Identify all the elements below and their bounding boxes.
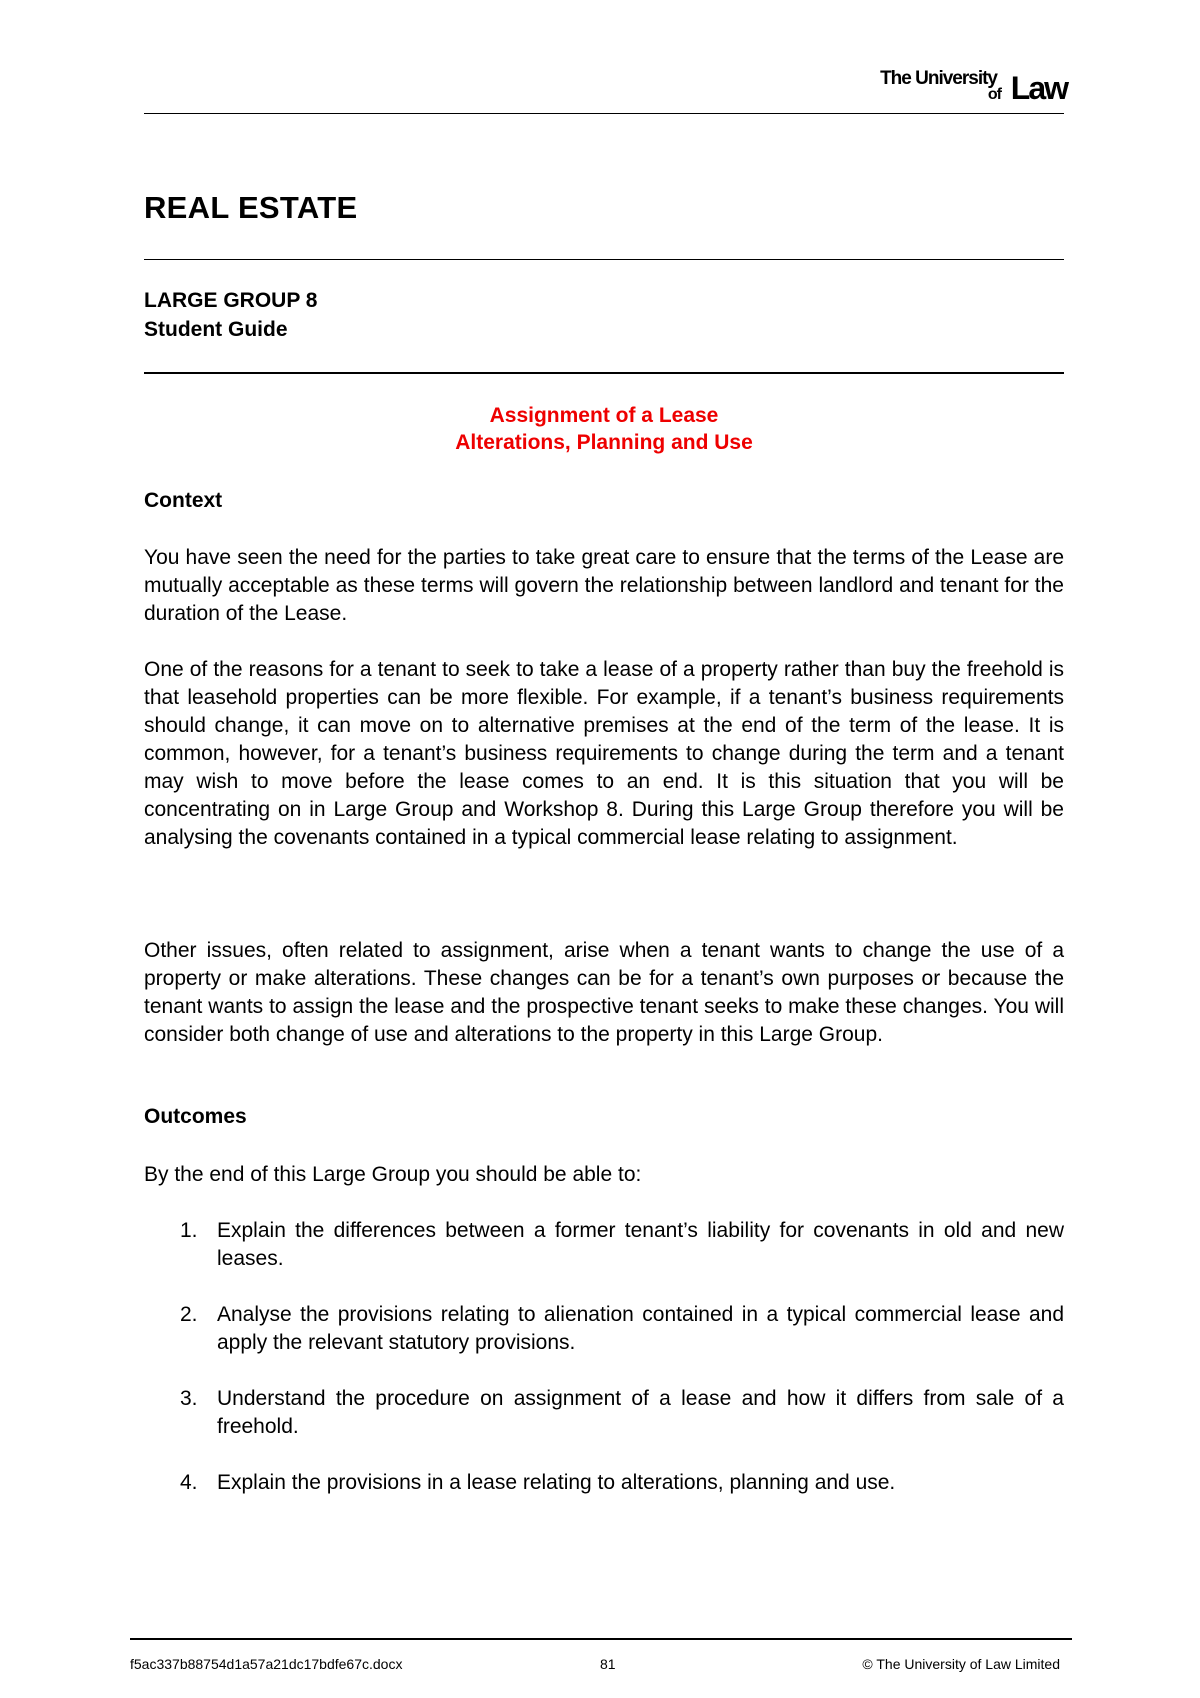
context-paragraph: Other issues, often related to assignment, arise when a tenant wants to change the use of a property or make alterations. These changes can be for a tenant’s own purposes or because the tenant wants to assign the lease and the prospective tenant seeks to make these changes. You will consider both change of use and alterations to the property in this Large Group. [144, 939, 1064, 1046]
title-divider [144, 259, 1064, 260]
list-item-text: Analyse the provisions relating to alienation contained in a typical commercial lease and apply the relevant statutory provisions. [217, 1303, 1064, 1354]
subtitle-divider [144, 372, 1064, 374]
list-item-number: 3. [180, 1387, 198, 1410]
list-item-number: 2. [180, 1303, 198, 1326]
footer-page-number: 81 [600, 1656, 616, 1672]
list-item [144, 1301, 1064, 1357]
footer-filename: f5ac337b88754d1a57a21dc17bdfe67c.docx [130, 1656, 403, 1672]
context-paragraph: One of the reasons for a tenant to seek to take a lease of a property rather than buy the freehold is that leasehold properties can be more flexible. For example, if a tenant’s business requirements should change, it can move on to alternative premises at the end of the term of the lease. It is common, however, for a tenant’s business requirements to change during the term and a tenant may wish to move before the lease comes to an end. It is this situation that you will be concentrating on in Large Group and Workshop 8. During this Large Group therefore you will be analysing the covenants contained in a typical commercial lease relating to assignment. [144, 658, 1064, 849]
list-item-text: Understand the procedure on assignment of a lease and how it differs from sale of a freehold. [217, 1387, 1064, 1438]
large-group-label: LARGE GROUP 8 [144, 289, 318, 312]
context-heading: Context [144, 489, 223, 512]
footer-copyright: © The University of Law Limited [862, 1656, 1060, 1672]
document-title: REAL ESTATE [144, 190, 358, 225]
logo-text-law: Law [1010, 70, 1067, 106]
list-item-text: Explain the provisions in a lease relating to alterations, planning and use. [217, 1471, 896, 1494]
student-guide-label: Student Guide [144, 318, 288, 341]
topic-title-line1: Assignment of a Lease [489, 404, 719, 427]
outcomes-intro: By the end of this Large Group you should be able to: [144, 1163, 642, 1186]
header-divider [144, 113, 1064, 114]
logo-text-of: of [987, 86, 1001, 103]
list-item-number: 4. [180, 1471, 198, 1494]
list-item-text: Explain the differences between a former tenant’s liability for covenants in old and new leases. [217, 1219, 1064, 1270]
outcomes-list [144, 1217, 1064, 1525]
outcomes-heading: Outcomes [144, 1105, 247, 1128]
logo-text-the-university: The University [880, 68, 997, 89]
list-item [144, 1385, 1064, 1441]
university-logo [867, 66, 1067, 106]
footer-divider [130, 1638, 1072, 1640]
list-item-number: 1. [180, 1219, 198, 1242]
context-paragraph: You have seen the need for the parties to take great care to ensure that the terms of the Lease are mutually acceptable as these terms will govern the relationship between landlord and tenant for the duration of the Lease. [144, 546, 1064, 625]
list-item [144, 1469, 1064, 1497]
list-item [144, 1217, 1064, 1273]
topic-title-line2: Alterations, Planning and Use [455, 431, 753, 454]
